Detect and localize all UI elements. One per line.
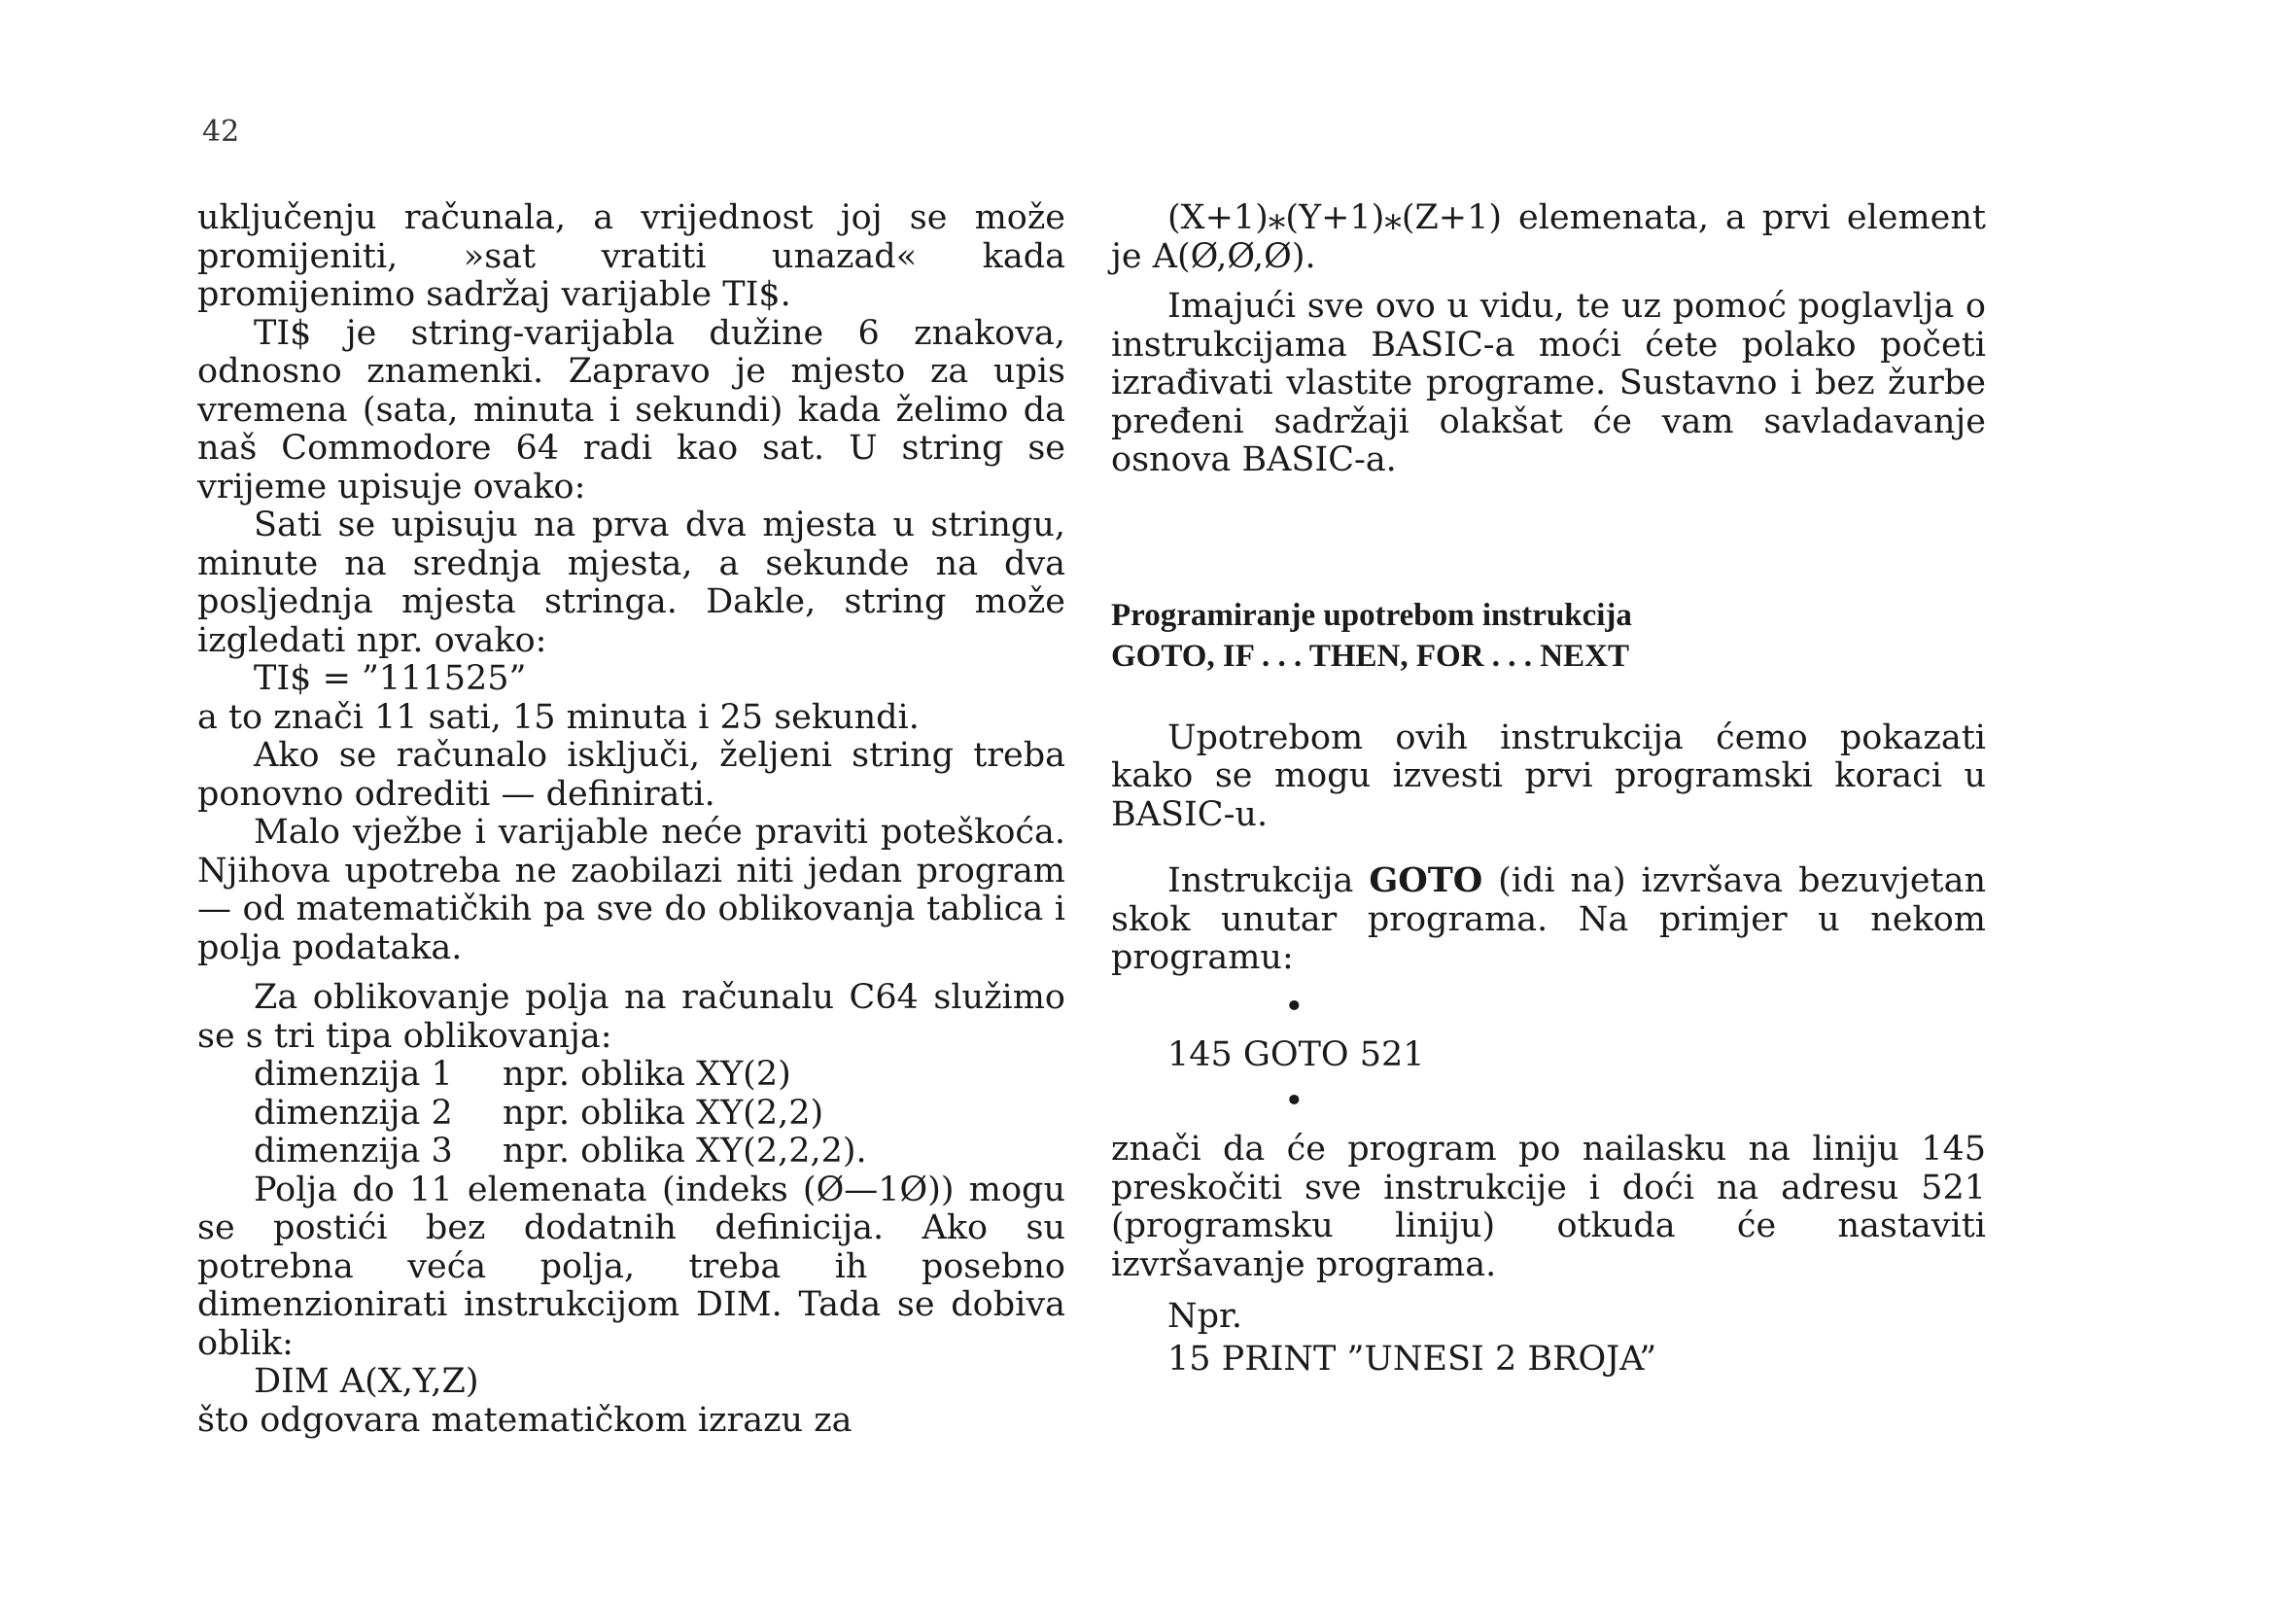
dimension-row xyxy=(197,1133,1065,1171)
dimension-example: npr. oblika XY(2) xyxy=(503,1055,791,1094)
paragraph: (X+1)⁎(Y+1)⁎(Z+1) elemenata, a prvi element je A(Ø,Ø,Ø). xyxy=(1111,198,1986,276)
paragraph: uključenju računala, a vrijednost joj se može promijeniti, »sat vratiti unazad« kada promijenimo sadržaj varijable TI$. xyxy=(197,198,1065,314)
section-heading xyxy=(1111,595,1986,677)
paragraph: Ako se računalo isključi, željeni string treba ponovno odrediti — definirati. xyxy=(197,736,1065,814)
paragraph: Imajući sve ovo u vidu, te uz pomoć poglavlja o instrukcijama BASIC-a moći ćete polako početi izrađivati vlastite programe. Sustavno i bez žurbe pređeni sadržaji olakšat će vam savladavanje osnova BASIC-a. xyxy=(1111,287,1986,479)
text-fragment: (idi na) izvršava bezuvjetan skok unutar programa. Na primjer u nekom programu: xyxy=(1111,861,1987,977)
code-example: 15 PRINT ”UNESI 2 BROJA” xyxy=(1167,1339,1657,1379)
example-label: Npr. xyxy=(1167,1297,1243,1336)
heading-line: Programiranje upotrebom instrukcija xyxy=(1111,597,1632,633)
text-fragment: Instrukcija xyxy=(1167,861,1370,900)
paragraph: Malo vježbe i varijable neće praviti poteškoća. Njihova upotreba ne zaobilazi niti jedan program — od matematičkih pa sve do oblikovanja tablica i polja podataka. xyxy=(197,813,1065,967)
paragraph xyxy=(1111,861,1986,978)
paragraph: znači da će program po nailasku na liniju 145 preskočiti sve instrukcije i doći na adresu 521 (programsku liniju) otkuda će nastaviti izvršavanje programa. xyxy=(1111,1130,1986,1284)
dimension-label: dimenzija 1 xyxy=(254,1055,453,1094)
left-column xyxy=(197,199,1065,1440)
dimension-row xyxy=(197,1095,1065,1134)
dimension-label: dimenzija 3 xyxy=(254,1132,453,1171)
page-number: 42 xyxy=(202,115,240,149)
paragraph: TI$ je string-varijabla dužine 6 znakova, odnosno znamenki. Zapravo je mjesto za upis vremena (sata, minuta i sekundi) kada želimo da naš Commodore 64 radi kao sat. U string se vrijeme upisuje ovako: xyxy=(197,313,1065,507)
dimension-example: npr. oblika XY(2,2) xyxy=(503,1093,824,1133)
dimension-row xyxy=(197,1056,1065,1095)
paragraph: Sati se upisuju na prva dva mjesta u stringu, minute na srednja mjesta, a sekunde na dva posljednja mjesta stringa. Dakle, string može izgledati npr. ovako: xyxy=(197,506,1065,660)
paragraph: Za oblikovanje polja na računalu C64 služimo se s tri tipa oblikovanja: xyxy=(197,978,1065,1056)
heading-line: GOTO, IF . . . THEN, FOR . . . NEXT xyxy=(1111,638,1629,674)
paragraph: a to znači 11 sati, 15 minuta i 25 sekundi. xyxy=(197,697,920,737)
code-example: 145 GOTO 521 xyxy=(1167,1034,1425,1074)
dimension-label: dimenzija 2 xyxy=(254,1093,453,1133)
paragraph: Polja do 11 elemenata (indeks (Ø—1Ø)) mogu se postići bez dodatnih definicija. Ako su potrebna veća polja, treba ih posebno dimenzionirati instrukcijom DIM. Tada se dobiva oblik: xyxy=(197,1170,1065,1363)
code-example: DIM A(X,Y,Z) xyxy=(254,1362,479,1401)
dimension-example: npr. oblika XY(2,2,2). xyxy=(503,1132,867,1171)
paragraph: Upotrebom ovih instrukcija ćemo pokazati kako se mogu izvesti prvi programski koraci u BASIC-u. xyxy=(1111,717,1986,834)
ellipsis-dot: • xyxy=(1284,1082,1305,1121)
code-example: TI$ = ”111525” xyxy=(254,659,527,698)
right-column xyxy=(1111,199,1986,1379)
ellipsis-dot: • xyxy=(1284,987,1305,1027)
keyword-goto: GOTO xyxy=(1369,860,1483,900)
paragraph: što odgovara matematičkom izrazu za xyxy=(197,1400,852,1440)
